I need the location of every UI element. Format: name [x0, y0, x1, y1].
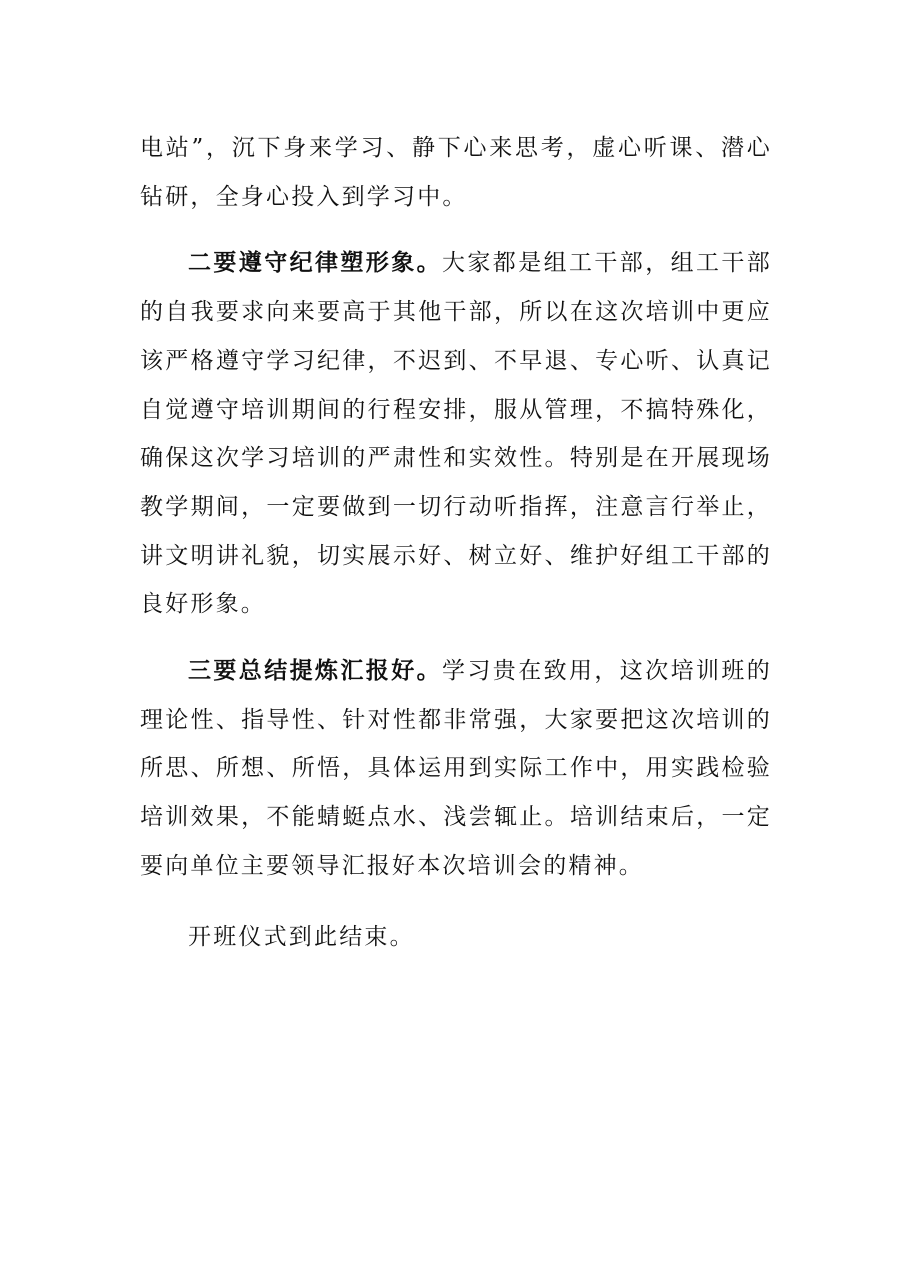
paragraph-summary — [140, 647, 772, 891]
document-body — [140, 124, 772, 961]
paragraph-discipline — [140, 239, 772, 629]
paragraph-lead: 二要遵守纪律塑形象。 — [188, 250, 442, 277]
paragraph-lead: 三要总结提炼汇报好。 — [188, 658, 442, 685]
paragraph-text: 大家都是组工干部，组工干部的自我要求向来要高于其他干部，所以在这次培训中更应该严格遵守学习纪律，不迟到、不早退、专心听、认真记自觉遵守培训期间的行程安排，服从管理，不搞特殊化，确保这次学习培训的严肃性和实效性。特别是在开展现场教学期间，一定要做到一切行动听指挥，注意言行举止，讲文明讲礼貌，切实展示好、树立好、维护好组工干部的良好形象。 — [140, 250, 772, 618]
paragraph-text: 开班仪式到此结束。 — [188, 923, 415, 950]
paragraph-continuation — [140, 124, 772, 221]
paragraph-closing — [140, 913, 772, 962]
paragraph-text: 学习贵在致用，这次培训班的理论性、指导性、针对性都非常强，大家要把这次培训的所思、所想、所悟，具体运用到实际工作中，用实践检验培训效果，不能蜻蜓点水、浅尝辄止。培训结束后，一定要向单位主要领导汇报好本次培训会的精神。 — [140, 658, 772, 879]
paragraph-text: 电站”，沉下身来学习、静下心来思考，虚心听课、潜心钻研，全身心投入到学习中。 — [140, 135, 772, 210]
